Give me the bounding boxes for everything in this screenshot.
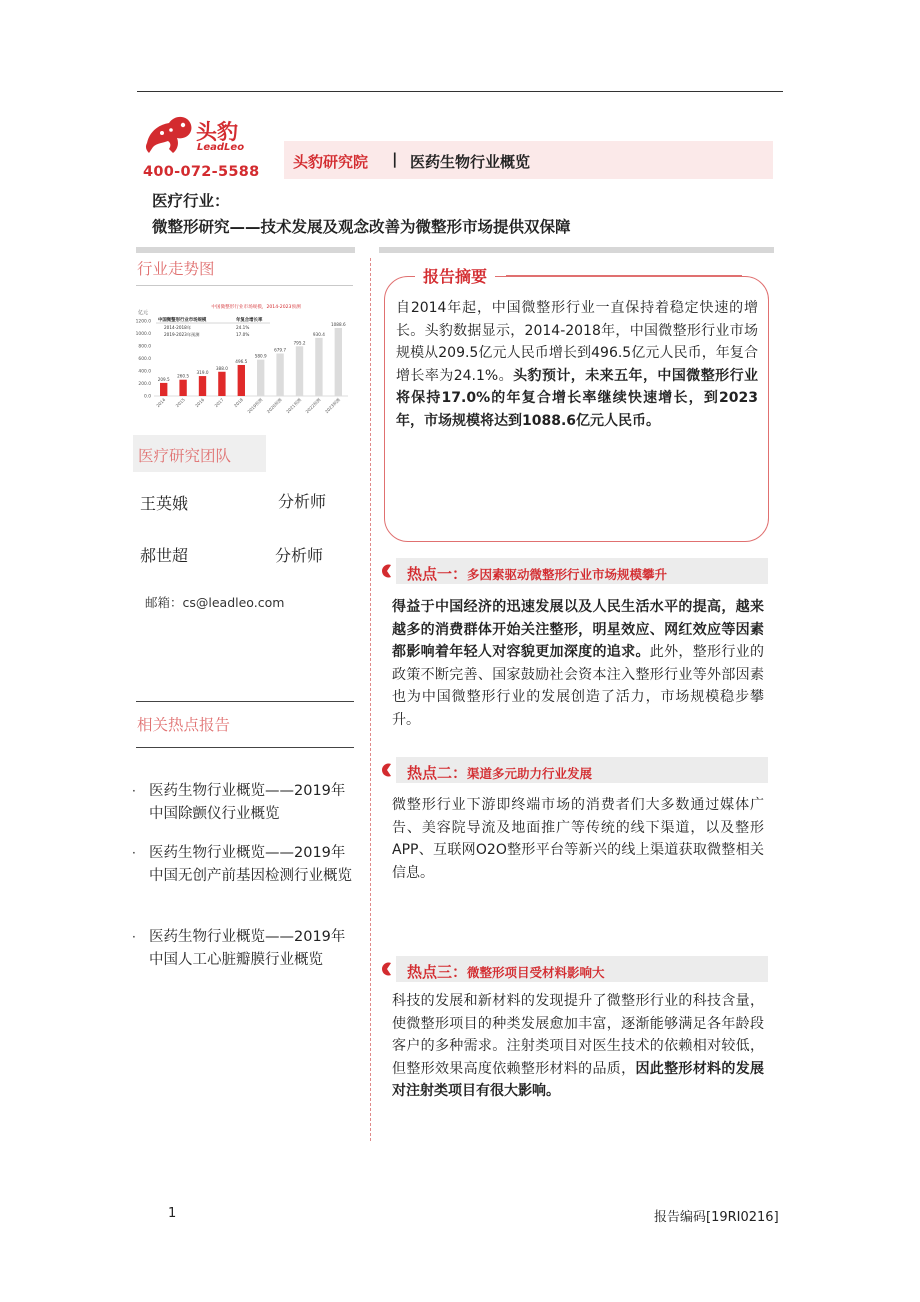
abstract-text-bold: 头豹预计，未来五年，中国微整形行业将保持17.0%的年复合增长率继续快速增长，到2023年，市场规模将达到1088.6亿元人民币。 <box>396 367 758 429</box>
institute-name: 头豹研究院 <box>293 153 369 171</box>
y-tick-label: 400.0 <box>138 369 151 375</box>
chart-bar <box>179 380 186 396</box>
abstract-title-rule <box>506 275 742 276</box>
chart-bar <box>160 383 167 396</box>
divider-bar-right <box>379 247 774 253</box>
x-tick-label: 2020预测 <box>265 397 283 415</box>
hotspot-marker-icon <box>380 962 394 976</box>
chart-bar <box>315 338 322 396</box>
hotspot-header <box>407 762 592 783</box>
hotspot-text-bold: 因此整形材料的发展对注射类项目有很大影响。 <box>392 1060 765 1100</box>
related-divider-top <box>136 701 354 702</box>
bullet-icon: · <box>132 930 136 944</box>
top-rule <box>137 91 783 92</box>
chart-legend <box>156 316 270 338</box>
legend-period: 2019-2023年预测 <box>164 332 200 337</box>
chart-title: 中国微整形行业市场规模，2014-2023预测 <box>211 305 301 310</box>
hotspot-desc: 渠道多元助力行业发展 <box>467 766 593 781</box>
bar-value-label: 679.7 <box>274 347 287 353</box>
hotspot-text-normal: 此外，整形行业的政策不断完善、国家鼓励社会资本注入整形行业等外部因素也为中国微整形行业的发展创造了活力，市场规模稳步攀升。 <box>392 644 765 728</box>
x-tick-label: 2019预测 <box>246 397 264 415</box>
bar-value-label: 1088.6 <box>330 321 346 327</box>
hotspot-text <box>392 990 764 1103</box>
bar-value-label: 209.5 <box>157 376 170 382</box>
legend-header: 中国微整形行业市场规模 <box>158 318 207 323</box>
bar-value-label: 260.5 <box>177 373 190 379</box>
chart-bar <box>335 328 342 396</box>
hotspot-text-normal: 科技的发展和新材料的发现提升了微整形行业的科技含量，使微整形项目的种类发展愈加丰富，逐渐能够满足各年龄段客户的多种需求。注射类项目对医生技术的依赖相对较低，但整形效果高度依赖整形材料的品质， <box>392 993 764 1077</box>
bullet-icon: · <box>132 846 136 860</box>
abstract-title: 报告摘要 <box>415 264 495 287</box>
chart-bar <box>238 365 245 396</box>
x-tick-label: 2014 <box>155 397 167 409</box>
hotspot-label: 热点一： <box>407 565 468 583</box>
related-report-link[interactable]: 医药生物行业概览——2019年中国除颤仪行业概览 <box>149 783 346 822</box>
chart-bar <box>218 372 225 396</box>
x-tick-label: 2021预测 <box>285 397 303 415</box>
legend-rate: 17.0% <box>236 332 250 337</box>
x-tick-label: 2015 <box>174 397 186 409</box>
hotspot-desc: 多因素驱动微整形行业市场规模攀升 <box>467 567 668 582</box>
hotspot-marker-icon <box>380 564 394 578</box>
hotspot-header <box>407 961 605 982</box>
chart-bar <box>199 376 206 396</box>
hotspot-marker-icon <box>380 763 394 777</box>
hotspot-desc: 微整形项目受材料影响大 <box>467 965 605 980</box>
bar-value-label: 930.4 <box>312 331 325 337</box>
title-bar <box>284 141 773 179</box>
hotspot-label: 热点二： <box>407 764 468 782</box>
related-divider-bottom <box>136 747 354 748</box>
y-tick-label: 600.0 <box>138 357 151 362</box>
bar-value-label: 319.0 <box>196 370 209 376</box>
related-report-link[interactable]: 医药生物行业概览——2019年中国人工心脏瓣膜行业概览 <box>149 929 346 968</box>
y-tick-label: 800.0 <box>138 344 151 350</box>
hotspot-text <box>392 596 764 732</box>
bar-value-label: 580.9 <box>254 353 267 359</box>
logo-text-en: LeadLeo <box>197 142 245 153</box>
analyst-name: 郝世超 <box>140 546 189 565</box>
related-section-title: 相关热点报告 <box>137 716 231 734</box>
chart-ylabel: 亿元 <box>138 310 149 316</box>
analyst-role: 分析师 <box>275 546 324 565</box>
y-tick-label: 200.0 <box>138 382 151 387</box>
y-tick-label: 1000.0 <box>135 332 151 337</box>
divider-bar-left <box>136 247 355 253</box>
x-tick-label: 2017 <box>213 397 225 409</box>
chart-bar <box>257 360 264 396</box>
bar-value-label: 795.2 <box>293 340 306 346</box>
bullet-icon: · <box>132 784 136 798</box>
page-number: 1 <box>168 1206 177 1221</box>
legend-period: 2014-2018年 <box>164 325 192 330</box>
market-size-chart <box>130 296 358 424</box>
abstract-text <box>396 297 758 433</box>
page-title: 微整形研究——技术发展及观念改善为微整形市场提供双保障 <box>152 218 571 236</box>
y-tick-label: 0.0 <box>144 394 151 400</box>
hotspot-text: 微整形行业下游即终端市场的消费者们大多数通过媒体广告、美容院导流及地面推广等传统的线下渠道，以及整形APP、互联网O2O整形平台等新兴的线上渠道获取微整相关信息。 <box>392 797 764 881</box>
sector-label: 医疗行业： <box>152 192 230 210</box>
legend-rate: 24.1% <box>236 325 250 330</box>
bar-value-label: 496.5 <box>235 358 248 364</box>
chart-bar <box>296 346 303 396</box>
trend-divider <box>136 285 353 286</box>
analyst-role: 分析师 <box>278 492 327 511</box>
chart-bar <box>276 354 283 396</box>
phone-number: 400-072-5588 <box>143 164 260 180</box>
logo-text-cn: 头豹 <box>196 120 238 144</box>
x-tick-label: 2016 <box>194 397 206 409</box>
bar-value-label: 388.0 <box>215 365 228 371</box>
legend-header: 年复合增长率 <box>236 318 263 323</box>
report-code: 报告编码[19RI0216] <box>654 1210 779 1225</box>
title-separator: | <box>392 150 398 168</box>
y-tick-label: 1200.0 <box>135 319 151 325</box>
leopard-logo-icon <box>143 113 195 157</box>
hotspot-label: 热点三： <box>407 963 468 981</box>
x-tick-label: 2022预测 <box>304 397 322 415</box>
abstract-text-normal: 自2014年起，中国微整形行业一直保持着稳定快速的增长。头豹数据显示，2014-2018年，中国微整形行业市场规模从209.5亿元人民币增长到496.5亿元人民币，年复合增长率为24.1%。 <box>396 300 758 384</box>
team-section-title: 医疗研究团队 <box>138 447 232 465</box>
x-tick-label: 2023预测 <box>324 397 342 415</box>
analyst-name: 王英娥 <box>140 494 189 513</box>
x-tick-label: 2018 <box>232 397 245 409</box>
contact-email: 邮箱：cs@leadleo.com <box>145 595 285 610</box>
hotspot-text-bold: 得益于中国经济的迅速发展以及人民生活水平的提高，越来越多的消费群体开始关注整形，明星效应、网红效应等因素都影响着年轻人对容貌更加深度的追求。 <box>392 599 764 661</box>
report-subtitle: 医药生物行业概览 <box>410 153 531 171</box>
hotspot-header <box>407 563 667 584</box>
related-report-link[interactable]: 医药生物行业概览——2019年中国无创产前基因检测行业概览 <box>149 845 352 884</box>
trend-section-title: 行业走势图 <box>137 260 215 278</box>
column-separator <box>370 258 371 1141</box>
